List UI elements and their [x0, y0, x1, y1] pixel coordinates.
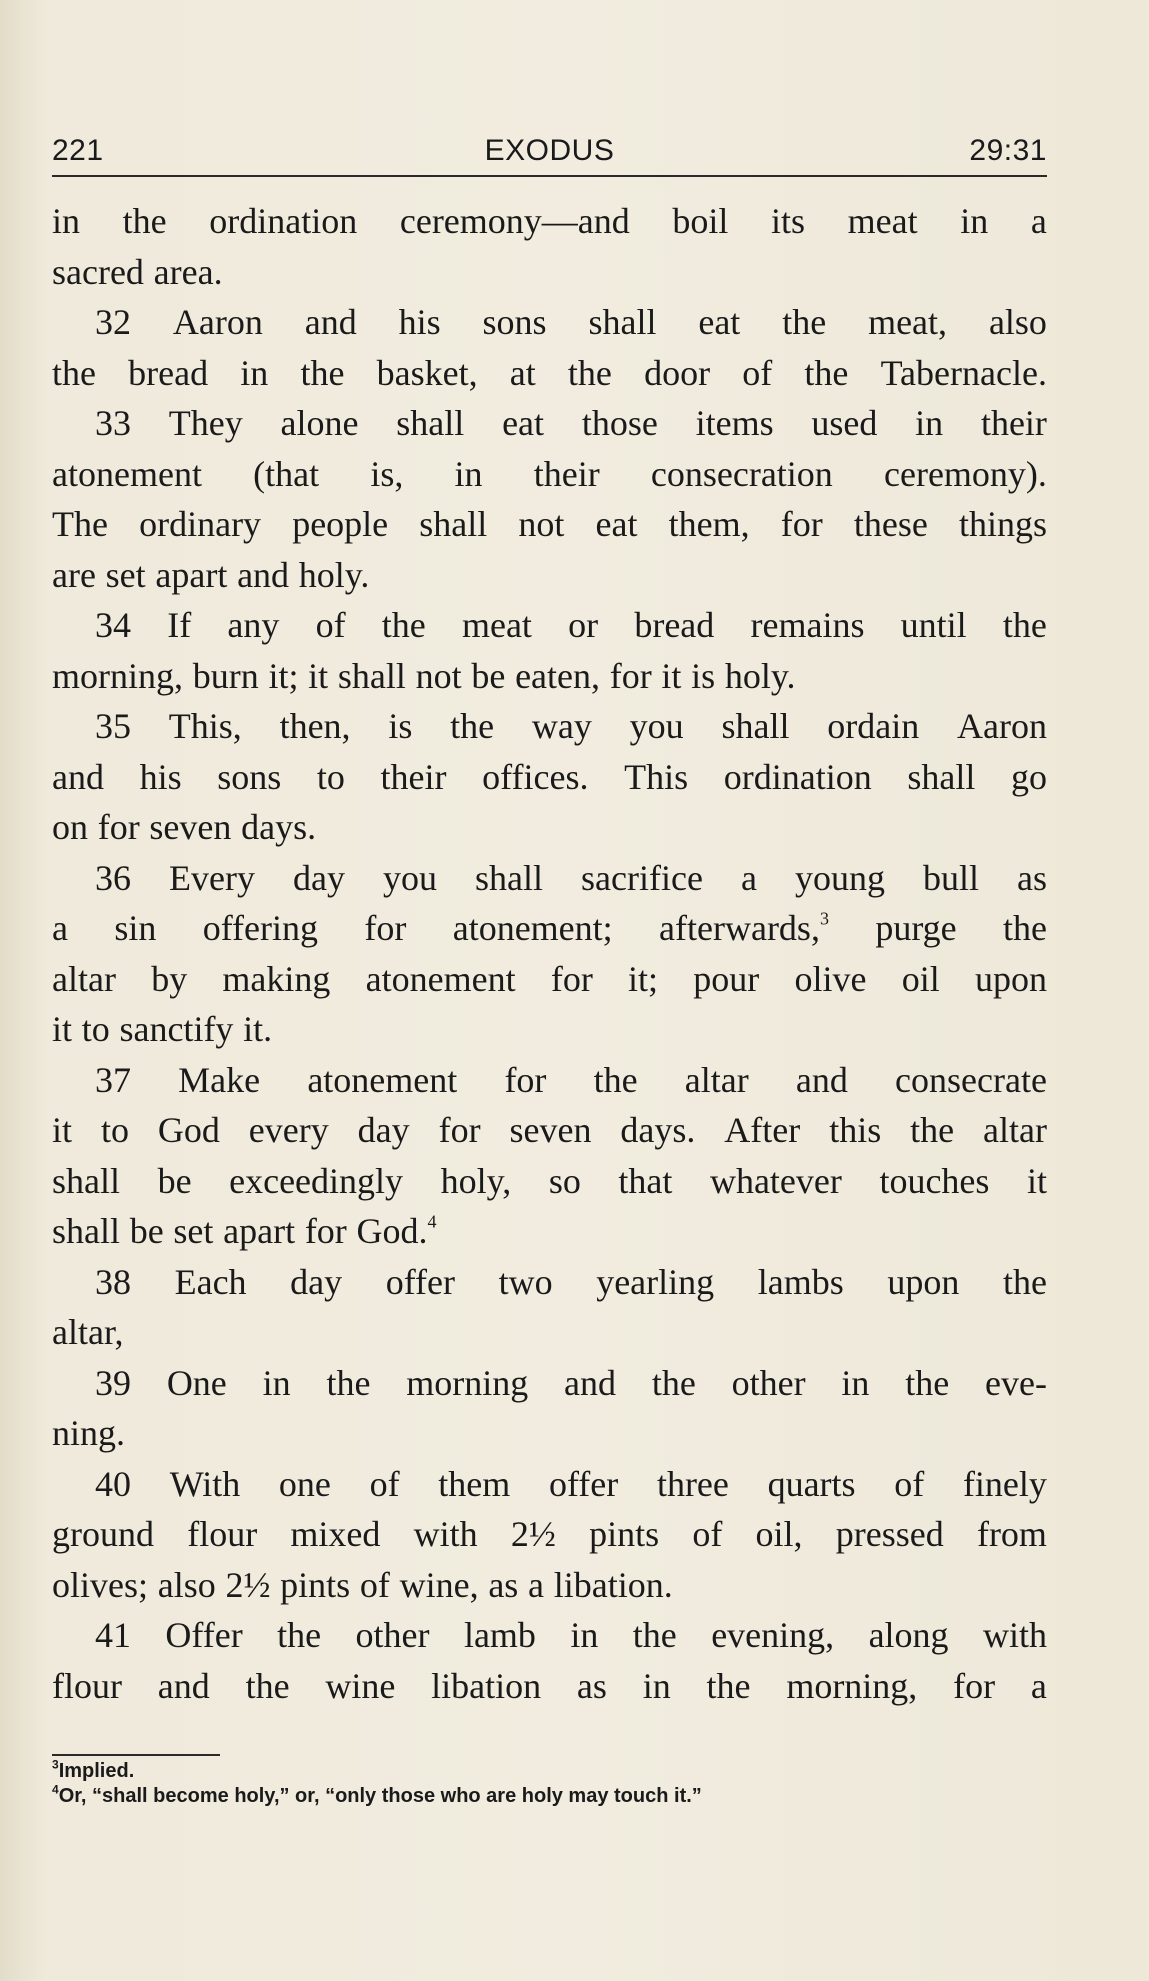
book-title: EXODUS: [484, 134, 615, 167]
verse-33-line: 33 They alone shall eat those items used in their: [95, 403, 1047, 443]
footnote-marker: 3: [52, 1757, 59, 1772]
text-line: in the ordination ceremony—and boil its meat in a: [52, 201, 1047, 241]
footnote-4: [52, 1784, 1047, 1809]
verse-36-line: 36 Every day you shall sacrifice a young bull as: [95, 857, 1047, 898]
footnotes: [52, 1759, 1047, 1809]
verse-34-line: 34 If any of the meat or bread remains until the: [95, 605, 1047, 645]
verse-32-line: 32 Aaron and his sons shall eat the meat, also: [95, 302, 1047, 342]
text-line: shall be exceedingly holy, so that whatever touches it: [52, 1160, 1047, 1201]
text-line: The ordinary people shall not eat them, for these things: [52, 504, 1047, 544]
text-line: sacred area.: [52, 251, 223, 292]
running-header: [52, 134, 1047, 174]
verse-40-line: 40 With one of them offer three quarts of finely: [95, 1463, 1047, 1504]
footnote-text: Or, “shall become holy,” or, “only those who are holy may touch it.”: [58, 1785, 702, 1807]
header-rule: [52, 175, 1047, 177]
text-line: flour and the wine libation as in the morning, for a: [52, 1665, 1047, 1706]
text-line: olives; also 2½ pints of wine, as a libation.: [52, 1564, 673, 1605]
verse-38-line: 38 Each day offer two yearling lambs upon the: [95, 1261, 1047, 1302]
verse-35-line: 35 This, then, is the way you shall ordain Aaron: [95, 706, 1047, 746]
text-line: altar,: [52, 1312, 124, 1352]
text-line: it to God every day for seven days. After this the altar: [52, 1110, 1047, 1150]
text-line: atonement (that is, in their consecration ceremony).: [52, 453, 1047, 494]
footnote-rule: [52, 1754, 220, 1756]
text-line: ning.: [52, 1413, 126, 1453]
footnote-text: Implied.: [58, 1760, 135, 1782]
verse-39-line: 39 One in the morning and the other in the eve-: [95, 1362, 1047, 1403]
footnote-marker: 4: [52, 1782, 59, 1797]
text-line: the bread in the basket, at the door of the Tabernacle.: [52, 352, 1047, 393]
text-line: it to sanctify it.: [52, 1009, 273, 1049]
text-line: altar by making atonement for it; pour olive oil upon: [52, 958, 1047, 999]
text-line: shall be set apart for God.$^4$: [52, 1211, 437, 1251]
page-number: 221: [52, 134, 104, 167]
verse-41-line: 41 Offer the other lamb in the evening, along with: [95, 1615, 1047, 1655]
text-line: on for seven days.: [52, 807, 317, 847]
text-line: morning, burn it; it shall not be eaten, for it is holy.: [52, 655, 796, 696]
verse-37-line: 37 Make atonement for the altar and consecrate: [95, 1059, 1047, 1100]
text-line: ground flour mixed with 2½ pints of oil, pressed from: [52, 1514, 1047, 1554]
text-line: and his sons to their offices. This ordination shall go: [52, 756, 1047, 797]
text-line: are set apart and holy.: [52, 554, 370, 595]
verse-reference: 29:31: [969, 134, 1047, 167]
footnote-3: [52, 1759, 1047, 1784]
body-text: [52, 196, 1047, 1711]
text-line: a sin offering for atonement; afterwards,$^3$ purge the: [52, 908, 1047, 948]
